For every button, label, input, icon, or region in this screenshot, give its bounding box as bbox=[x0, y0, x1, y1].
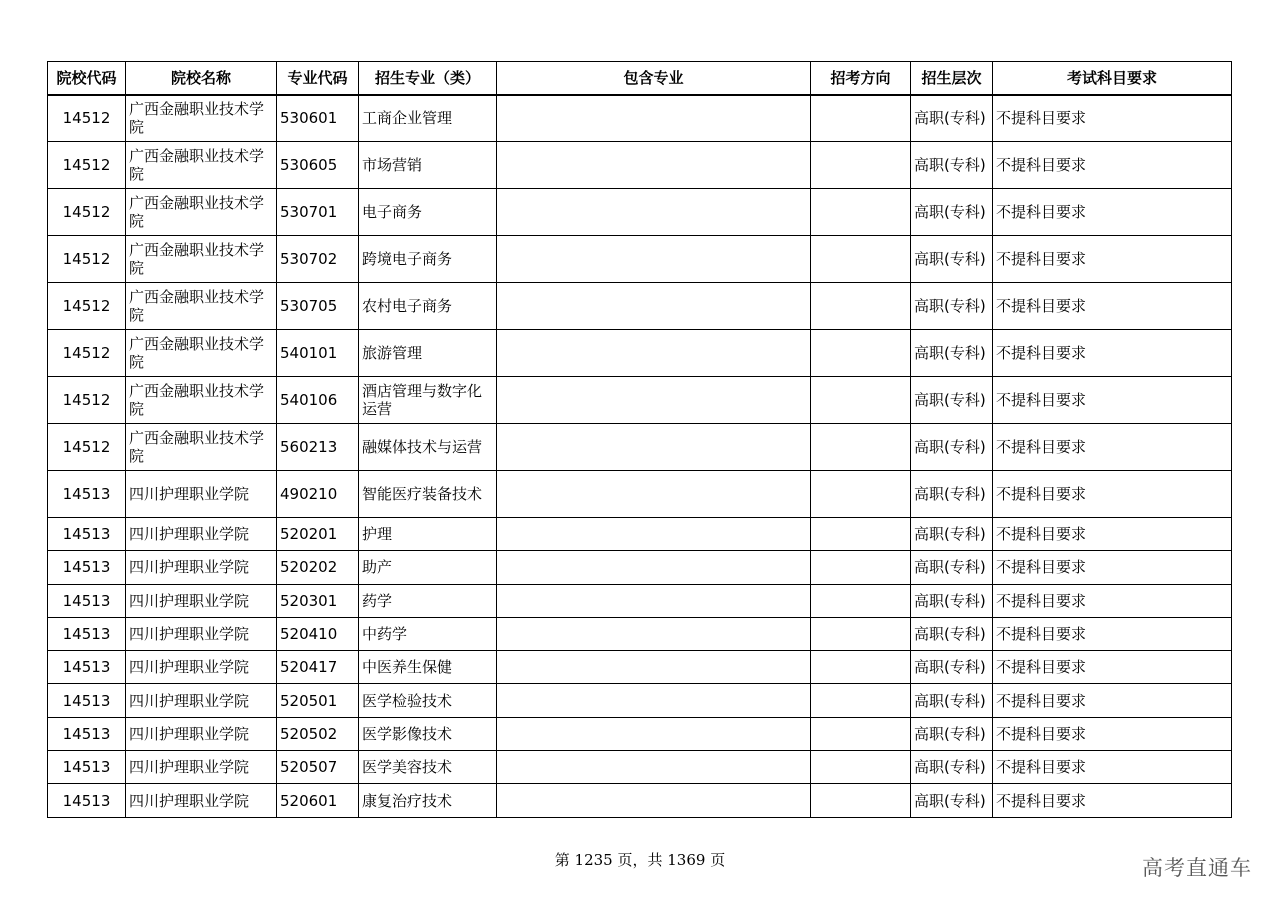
cell-school-name: 四川护理职业学院 bbox=[126, 651, 277, 684]
table-row bbox=[48, 377, 1232, 424]
table-row bbox=[48, 518, 1232, 551]
cell-level: 高职(专科) bbox=[911, 684, 993, 717]
cell-requirement: 不提科目要求 bbox=[993, 584, 1232, 617]
table-row bbox=[48, 684, 1232, 717]
cell-major-code: 530701 bbox=[277, 189, 359, 236]
cell-major: 医学检验技术 bbox=[359, 684, 497, 717]
cell-included-majors bbox=[497, 95, 811, 142]
cell-direction bbox=[811, 518, 911, 551]
cell-requirement: 不提科目要求 bbox=[993, 377, 1232, 424]
table-row bbox=[48, 471, 1232, 518]
table-row bbox=[48, 717, 1232, 750]
cell-level: 高职(专科) bbox=[911, 95, 993, 142]
cell-major: 医学影像技术 bbox=[359, 717, 497, 750]
cell-direction bbox=[811, 330, 911, 377]
cell-major-code: 520502 bbox=[277, 717, 359, 750]
cell-direction bbox=[811, 377, 911, 424]
cell-included-majors bbox=[497, 471, 811, 518]
cell-major-code: 530605 bbox=[277, 142, 359, 189]
cell-major-code: 490210 bbox=[277, 471, 359, 518]
cell-direction bbox=[811, 551, 911, 584]
table-body bbox=[48, 95, 1232, 818]
cell-school-code: 14513 bbox=[48, 684, 126, 717]
cell-included-majors bbox=[497, 617, 811, 650]
cell-level: 高职(专科) bbox=[911, 189, 993, 236]
cell-school-code: 14512 bbox=[48, 330, 126, 377]
cell-requirement: 不提科目要求 bbox=[993, 283, 1232, 330]
cell-major-code: 540106 bbox=[277, 377, 359, 424]
cell-school-name: 广西金融职业技术学院 bbox=[126, 424, 277, 471]
cell-school-name: 广西金融职业技术学院 bbox=[126, 283, 277, 330]
cell-direction bbox=[811, 617, 911, 650]
cell-direction bbox=[811, 283, 911, 330]
cell-major-code: 560213 bbox=[277, 424, 359, 471]
cell-major: 中药学 bbox=[359, 617, 497, 650]
cell-school-name: 四川护理职业学院 bbox=[126, 518, 277, 551]
cell-direction bbox=[811, 784, 911, 817]
cell-level: 高职(专科) bbox=[911, 283, 993, 330]
cell-direction bbox=[811, 95, 911, 142]
cell-requirement: 不提科目要求 bbox=[993, 424, 1232, 471]
cell-school-code: 14512 bbox=[48, 377, 126, 424]
cell-school-name: 四川护理职业学院 bbox=[126, 471, 277, 518]
cell-requirement: 不提科目要求 bbox=[993, 751, 1232, 784]
cell-school-name: 广西金融职业技术学院 bbox=[126, 330, 277, 377]
header-included-majors: 包含专业 bbox=[497, 62, 811, 95]
cell-included-majors bbox=[497, 784, 811, 817]
cell-major: 助产 bbox=[359, 551, 497, 584]
cell-major: 医学美容技术 bbox=[359, 751, 497, 784]
cell-major: 电子商务 bbox=[359, 189, 497, 236]
cell-major-code: 520202 bbox=[277, 551, 359, 584]
cell-level: 高职(专科) bbox=[911, 551, 993, 584]
cell-included-majors bbox=[497, 651, 811, 684]
cell-level: 高职(专科) bbox=[911, 784, 993, 817]
table-row bbox=[48, 751, 1232, 784]
cell-included-majors bbox=[497, 717, 811, 750]
table-row bbox=[48, 584, 1232, 617]
cell-requirement: 不提科目要求 bbox=[993, 551, 1232, 584]
cell-level: 高职(专科) bbox=[911, 471, 993, 518]
cell-included-majors bbox=[497, 684, 811, 717]
cell-included-majors bbox=[497, 189, 811, 236]
cell-school-code: 14513 bbox=[48, 617, 126, 650]
cell-school-code: 14513 bbox=[48, 717, 126, 750]
table-row bbox=[48, 283, 1232, 330]
cell-major-code: 530702 bbox=[277, 236, 359, 283]
cell-included-majors bbox=[497, 751, 811, 784]
cell-level: 高职(专科) bbox=[911, 330, 993, 377]
cell-major: 市场营销 bbox=[359, 142, 497, 189]
header-level: 招生层次 bbox=[911, 62, 993, 95]
cell-school-name: 四川护理职业学院 bbox=[126, 617, 277, 650]
cell-direction bbox=[811, 471, 911, 518]
cell-requirement: 不提科目要求 bbox=[993, 330, 1232, 377]
cell-major-code: 520417 bbox=[277, 651, 359, 684]
cell-direction bbox=[811, 424, 911, 471]
cell-included-majors bbox=[497, 236, 811, 283]
cell-included-majors bbox=[497, 584, 811, 617]
cell-level: 高职(专科) bbox=[911, 377, 993, 424]
cell-requirement: 不提科目要求 bbox=[993, 684, 1232, 717]
cell-school-name: 广西金融职业技术学院 bbox=[126, 95, 277, 142]
cell-level: 高职(专科) bbox=[911, 751, 993, 784]
cell-requirement: 不提科目要求 bbox=[993, 471, 1232, 518]
cell-school-code: 14513 bbox=[48, 584, 126, 617]
table-row bbox=[48, 330, 1232, 377]
cell-requirement: 不提科目要求 bbox=[993, 717, 1232, 750]
cell-direction bbox=[811, 684, 911, 717]
cell-requirement: 不提科目要求 bbox=[993, 189, 1232, 236]
cell-requirement: 不提科目要求 bbox=[993, 142, 1232, 189]
cell-school-name: 四川护理职业学院 bbox=[126, 551, 277, 584]
cell-school-name: 广西金融职业技术学院 bbox=[126, 189, 277, 236]
cell-school-code: 14512 bbox=[48, 424, 126, 471]
cell-requirement: 不提科目要求 bbox=[993, 236, 1232, 283]
cell-major: 旅游管理 bbox=[359, 330, 497, 377]
header-direction: 招考方向 bbox=[811, 62, 911, 95]
cell-school-code: 14512 bbox=[48, 95, 126, 142]
cell-major-code: 530705 bbox=[277, 283, 359, 330]
cell-major-code: 520201 bbox=[277, 518, 359, 551]
cell-included-majors bbox=[497, 142, 811, 189]
watermark: 高考直通车 bbox=[1142, 856, 1252, 880]
cell-major: 康复治疗技术 bbox=[359, 784, 497, 817]
cell-school-code: 14512 bbox=[48, 142, 126, 189]
cell-direction bbox=[811, 651, 911, 684]
cell-level: 高职(专科) bbox=[911, 236, 993, 283]
cell-requirement: 不提科目要求 bbox=[993, 784, 1232, 817]
cell-direction bbox=[811, 584, 911, 617]
table-row bbox=[48, 236, 1232, 283]
cell-included-majors bbox=[497, 518, 811, 551]
cell-included-majors bbox=[497, 283, 811, 330]
table-row bbox=[48, 424, 1232, 471]
cell-major: 工商企业管理 bbox=[359, 95, 497, 142]
table-row bbox=[48, 551, 1232, 584]
cell-direction bbox=[811, 142, 911, 189]
cell-school-code: 14513 bbox=[48, 471, 126, 518]
cell-major: 药学 bbox=[359, 584, 497, 617]
cell-direction bbox=[811, 236, 911, 283]
cell-school-code: 14513 bbox=[48, 751, 126, 784]
cell-school-name: 四川护理职业学院 bbox=[126, 684, 277, 717]
cell-school-code: 14513 bbox=[48, 784, 126, 817]
cell-school-code: 14512 bbox=[48, 283, 126, 330]
cell-level: 高职(专科) bbox=[911, 717, 993, 750]
cell-school-code: 14513 bbox=[48, 551, 126, 584]
header-major-code: 专业代码 bbox=[277, 62, 359, 95]
cell-included-majors bbox=[497, 551, 811, 584]
table-header bbox=[48, 62, 1232, 95]
cell-included-majors bbox=[497, 377, 811, 424]
table-row bbox=[48, 189, 1232, 236]
cell-level: 高职(专科) bbox=[911, 518, 993, 551]
table-row bbox=[48, 651, 1232, 684]
cell-level: 高职(专科) bbox=[911, 617, 993, 650]
admissions-table bbox=[47, 61, 1232, 818]
cell-included-majors bbox=[497, 424, 811, 471]
cell-level: 高职(专科) bbox=[911, 142, 993, 189]
cell-requirement: 不提科目要求 bbox=[993, 651, 1232, 684]
cell-major-code: 520501 bbox=[277, 684, 359, 717]
cell-major-code: 520301 bbox=[277, 584, 359, 617]
cell-school-name: 广西金融职业技术学院 bbox=[126, 142, 277, 189]
cell-school-code: 14512 bbox=[48, 189, 126, 236]
cell-major: 农村电子商务 bbox=[359, 283, 497, 330]
cell-major: 智能医疗装备技术 bbox=[359, 471, 497, 518]
cell-school-code: 14513 bbox=[48, 518, 126, 551]
cell-major-code: 540101 bbox=[277, 330, 359, 377]
table-row bbox=[48, 142, 1232, 189]
cell-requirement: 不提科目要求 bbox=[993, 617, 1232, 650]
cell-school-name: 四川护理职业学院 bbox=[126, 751, 277, 784]
cell-major-code: 520410 bbox=[277, 617, 359, 650]
cell-direction bbox=[811, 189, 911, 236]
cell-school-name: 四川护理职业学院 bbox=[126, 584, 277, 617]
table-row bbox=[48, 784, 1232, 817]
cell-major: 跨境电子商务 bbox=[359, 236, 497, 283]
cell-major: 融媒体技术与运营 bbox=[359, 424, 497, 471]
cell-direction bbox=[811, 717, 911, 750]
cell-major: 护理 bbox=[359, 518, 497, 551]
cell-school-name: 广西金融职业技术学院 bbox=[126, 377, 277, 424]
header-school-code: 院校代码 bbox=[48, 62, 126, 95]
header-row bbox=[48, 62, 1232, 95]
cell-requirement: 不提科目要求 bbox=[993, 518, 1232, 551]
cell-major-code: 530601 bbox=[277, 95, 359, 142]
cell-level: 高职(专科) bbox=[911, 584, 993, 617]
header-major: 招生专业（类） bbox=[359, 62, 497, 95]
cell-requirement: 不提科目要求 bbox=[993, 95, 1232, 142]
cell-school-code: 14513 bbox=[48, 651, 126, 684]
cell-major: 中医养生保健 bbox=[359, 651, 497, 684]
cell-included-majors bbox=[497, 330, 811, 377]
header-school-name: 院校名称 bbox=[126, 62, 277, 95]
cell-school-name: 四川护理职业学院 bbox=[126, 784, 277, 817]
cell-major-code: 520507 bbox=[277, 751, 359, 784]
table-row bbox=[48, 617, 1232, 650]
cell-major: 酒店管理与数字化运营 bbox=[359, 377, 497, 424]
cell-school-code: 14512 bbox=[48, 236, 126, 283]
cell-level: 高职(专科) bbox=[911, 424, 993, 471]
cell-level: 高职(专科) bbox=[911, 651, 993, 684]
cell-school-name: 四川护理职业学院 bbox=[126, 717, 277, 750]
cell-direction bbox=[811, 751, 911, 784]
cell-major-code: 520601 bbox=[277, 784, 359, 817]
page-number: 第 1235 页，共 1369 页 bbox=[554, 851, 726, 869]
header-requirement: 考试科目要求 bbox=[993, 62, 1232, 95]
table-row bbox=[48, 95, 1232, 142]
cell-school-name: 广西金融职业技术学院 bbox=[126, 236, 277, 283]
